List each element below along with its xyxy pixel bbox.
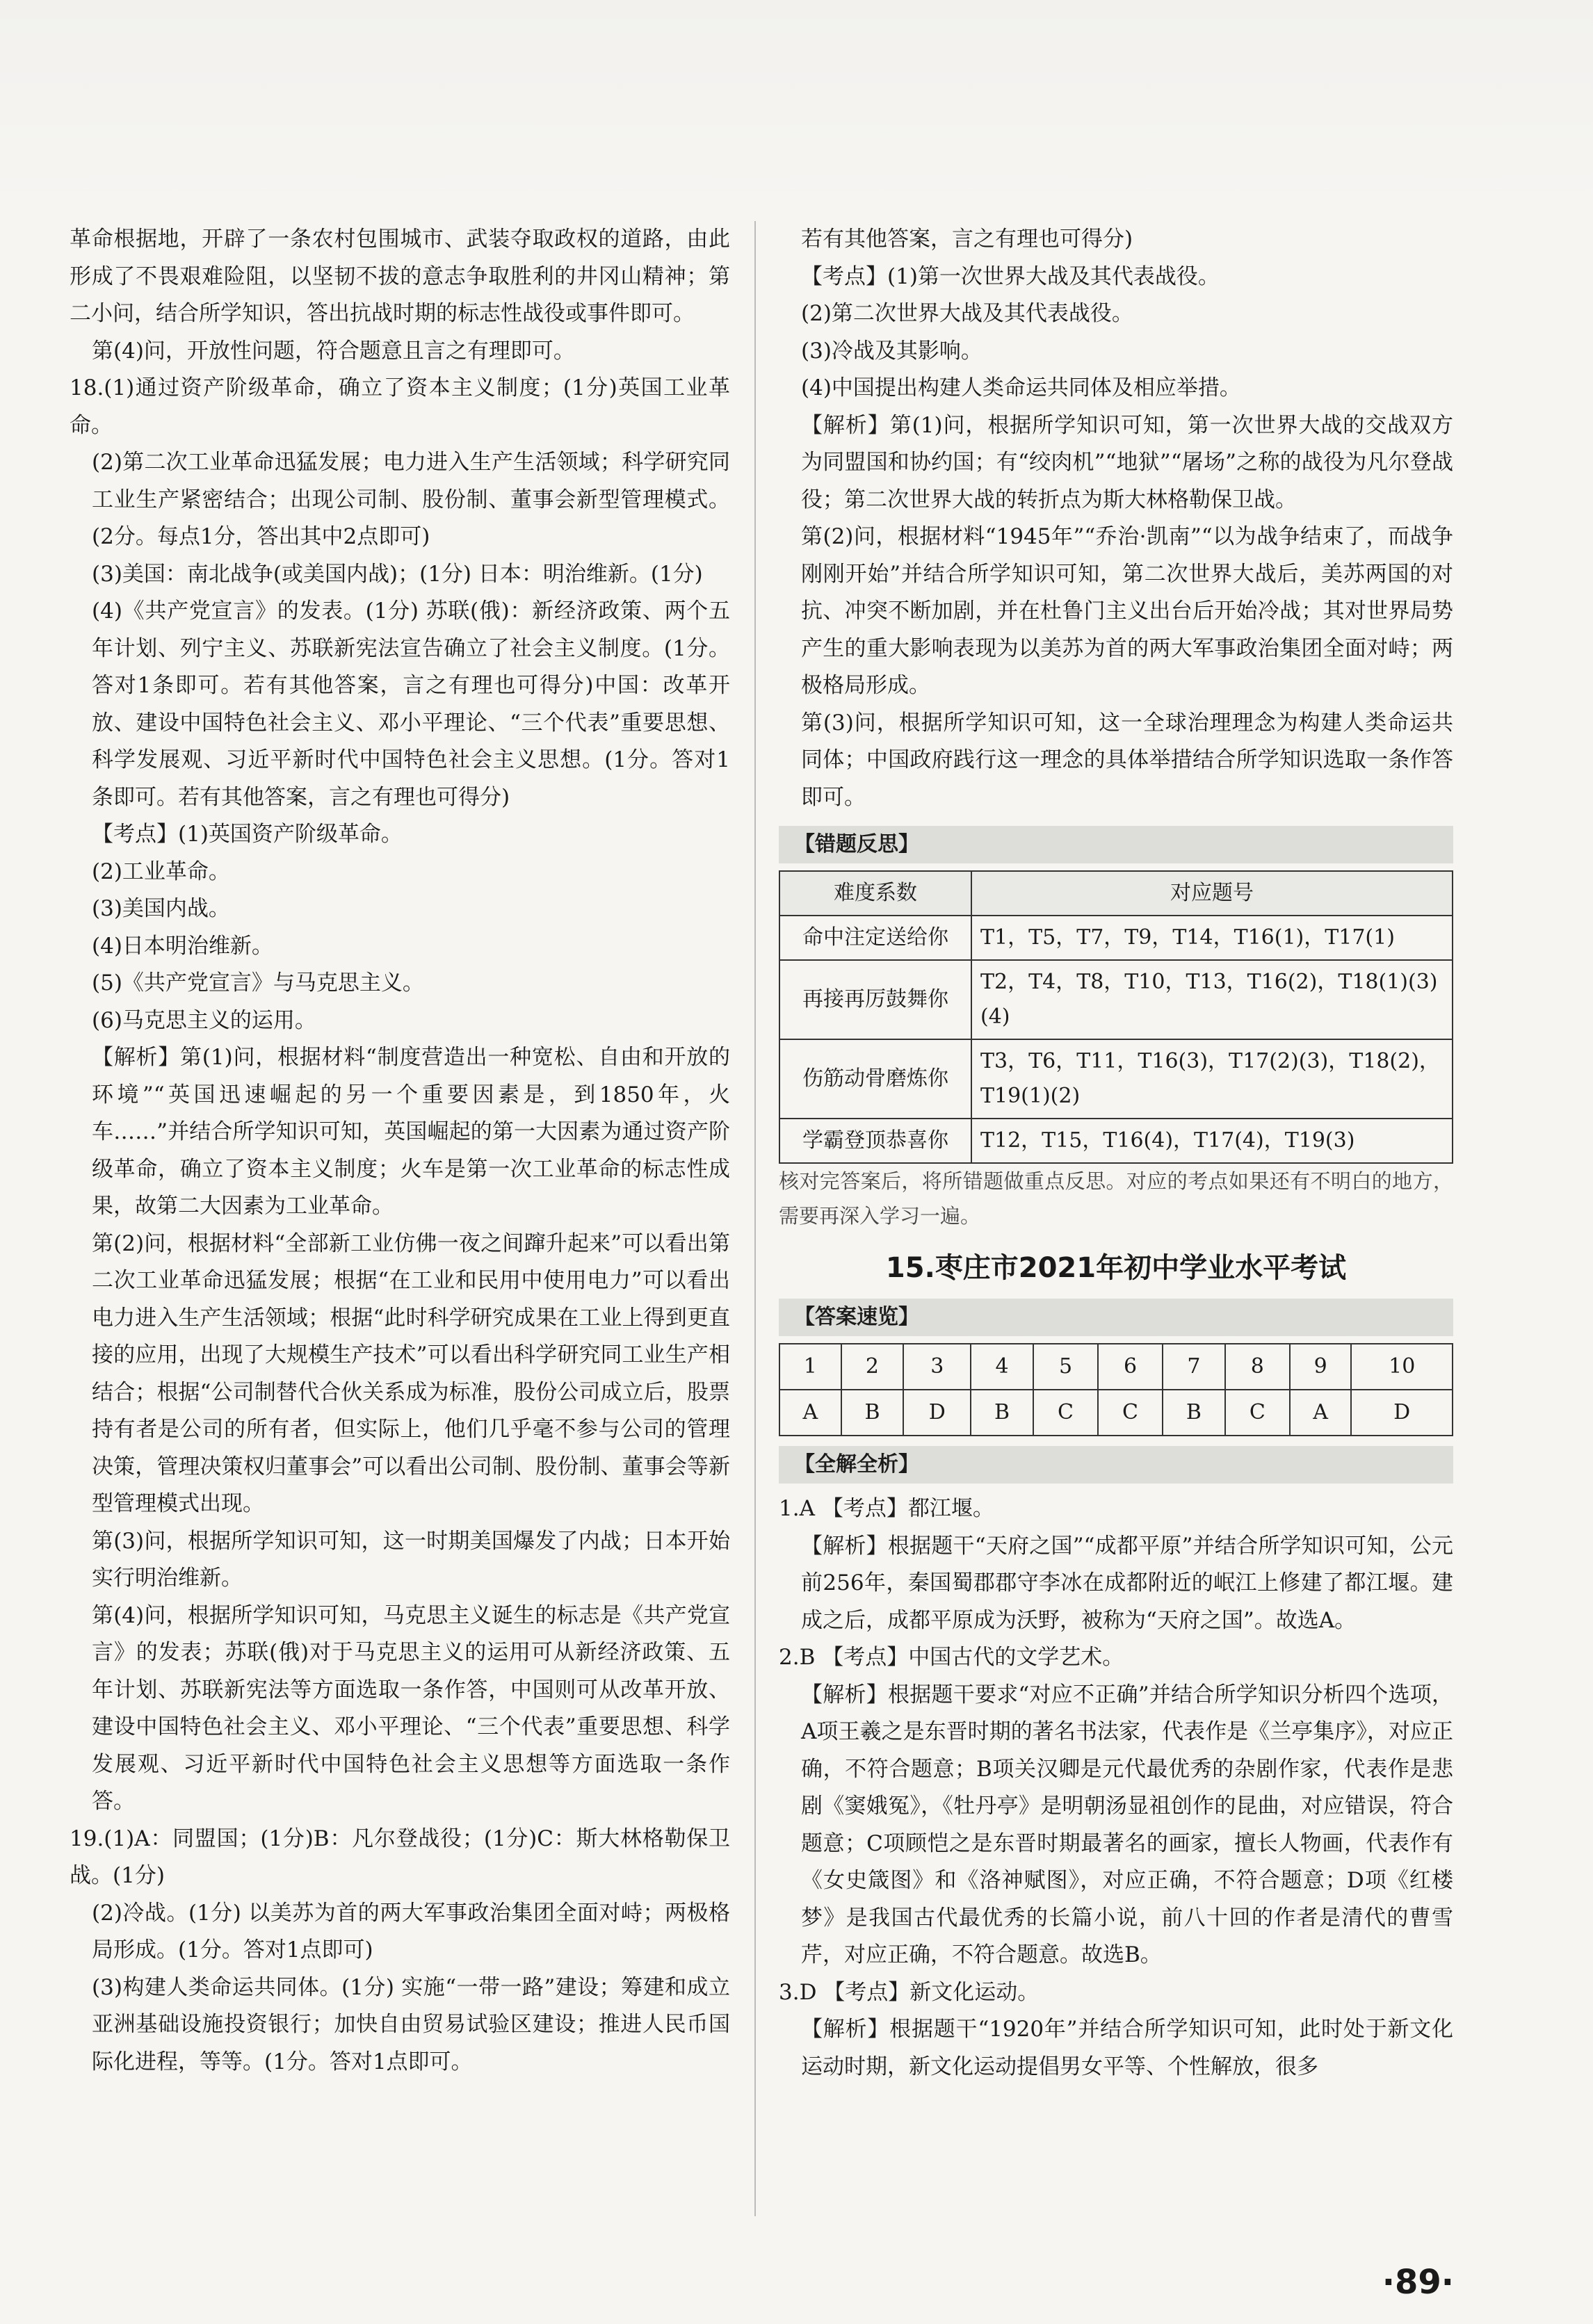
- paragraph: 第(3)问，根据所学知识可知，这一时期美国爆发了内战；日本开始实行明治维新。: [92, 1528, 730, 1591]
- answer-table: [779, 1343, 1453, 1436]
- reflection-table: [779, 870, 1453, 1164]
- table-cell: 伤筋动骨磨炼你: [779, 1039, 971, 1119]
- answer-number: 10: [1351, 1344, 1453, 1390]
- table-cell: 学霸登顶恭喜你: [779, 1119, 971, 1163]
- table-cell: T1，T5，T7，T9，T14，T16(1)，T17(1): [971, 916, 1453, 960]
- right-column: [779, 221, 1453, 2086]
- table-header-row: [779, 871, 1453, 916]
- paragraph: (4)《共产党宣言》的发表。(1分) 苏联(俄)：新经济政策、两个五年计划、列宁主义、苏联新宪法宣告确立了社会主义制度。(1分。答对1条即可。若有其他答案，言之有理也可得分)中国：改革开放、建设中国特色社会主义、邓小平理论、“三个代表”重要思想、科学发展观、习近平新时代中国特色社会主义思想。(1分。答对1条即可。若有其他答案，言之有理也可得分): [92, 599, 730, 810]
- paragraph: (6)马克思主义的运用。: [92, 1007, 316, 1033]
- answer-letter: B: [1163, 1390, 1225, 1436]
- paragraph: 18.(1)通过资产阶级革命，确立了资本主义制度；(1分)英国工业革命。: [70, 375, 730, 438]
- paragraph: (2)工业革命。: [92, 859, 230, 884]
- paragraph: 若有其他答案，言之有理也可得分): [801, 227, 1133, 252]
- answer-letter: A: [1290, 1390, 1352, 1436]
- table-header-cell: 对应题号: [971, 871, 1453, 916]
- paragraph: 【考点】(1)英国资产阶级革命。: [92, 822, 403, 847]
- answer-letter: A: [779, 1390, 841, 1436]
- answer-number: 6: [1098, 1344, 1163, 1390]
- left-column: [70, 221, 730, 2081]
- answer-letter: D: [903, 1390, 971, 1436]
- paragraph: 【考点】(1)第一次世界大战及其代表战役。: [801, 263, 1220, 289]
- paragraph: 第(3)问，根据所学知识可知，这一全球治理理念为构建人类命运共同体；中国政府践行这一理念的具体举措结合所学知识选取一条作答即可。: [801, 710, 1453, 810]
- answer-number: 1: [779, 1344, 841, 1390]
- table-row: [779, 1039, 1453, 1119]
- table-cell: 再接再厉鼓舞你: [779, 960, 971, 1039]
- paragraph: (2)冷战。(1分) 以美苏为首的两大军事政治集团全面对峙；两极格局形成。(1分。答对1点即可): [92, 1900, 730, 1963]
- answer-number: 8: [1225, 1344, 1290, 1390]
- analysis-header: 【全解全析】: [779, 1446, 1453, 1484]
- paragraph: 【解析】第(1)问，根据所学知识可知，第一次世界大战的交战双方为同盟国和协约国；有“绞肉机”“地狱”“屠场”之称的战役为凡尔登战役；第二次世界大战的转折点为斯大林格勒保卫战。: [801, 412, 1453, 512]
- answer-number: 7: [1163, 1344, 1225, 1390]
- answer-letter: C: [1098, 1390, 1163, 1436]
- table-header-cell: 难度系数: [779, 871, 971, 916]
- paragraph: (3)美国：南北战争(或美国内战)；(1分) 日本：明治维新。(1分): [92, 561, 703, 587]
- page-number: ·89·: [1382, 2263, 1454, 2302]
- answer-number-row: [779, 1344, 1453, 1390]
- column-divider: [754, 221, 756, 2216]
- answer-letter: C: [1225, 1390, 1290, 1436]
- paragraph: 第(4)问，根据所学知识可知，马克思主义诞生的标志是《共产党宣言》的发表；苏联(俄)对于马克思主义的运用可从新经济政策、五年计划、苏联新宪法等方面选取一条作答，中国则可从改革开放、建设中国特色社会主义、邓小平理论、“三个代表”重要思想、科学发展观、习近平新时代中国特色社会主义思想等方面选取一条作答。: [92, 1602, 730, 1814]
- reflection-note: 核对完答案后，将所错题做重点反思。对应的考点如果还有不明白的地方，需要再深入学习一遍。: [779, 1169, 1453, 1228]
- table-cell: 命中注定送给你: [779, 916, 971, 960]
- paragraph: (3)冷战及其影响。: [801, 338, 983, 364]
- paragraph: 2.B 【考点】中国古代的文学艺术。: [779, 1645, 1124, 1670]
- paragraph: 1.A 【考点】都江堰。: [779, 1496, 994, 1521]
- section-title: 15.枣庄市2021年初中学业水平考试: [885, 1252, 1347, 1284]
- paragraph: (4)日本明治维新。: [92, 933, 273, 959]
- paragraph: 革命根据地，开辟了一条农村包围城市、武装夺取政权的道路，由此形成了不畏艰难险阻，以坚韧不拔的意志争取胜利的井冈山精神；第二小问，结合所学知识，答出抗战时期的标志性战役或事件即可。: [70, 227, 730, 326]
- answers-header: 【答案速览】: [779, 1299, 1453, 1336]
- table-row: [779, 1119, 1453, 1163]
- paragraph: 19.(1)A：同盟国；(1分)B：凡尔登战役；(1分)C：斯大林格勒保卫战。(1分): [70, 1826, 730, 1888]
- answer-letter: C: [1033, 1390, 1098, 1436]
- paragraph: 第(2)问，根据材料“全部新工业仿佛一夜之间蹿升起来”可以看出第二次工业革命迅猛发展；根据“在工业和民用中使用电力”可以看出电力进入生产生活领域；根据“此时科学研究成果在工业上得到更直接的应用，出现了大规模生产技术”可以看出科学研究同工业生产相结合；根据“公司制替代合伙关系成为标准，股份公司成立后，股票持有者是公司的所有者，但实际上，他们几乎毫不参与公司的管理决策，管理决策权归董事会”可以看出公司制、股份制、董事会等新型管理模式出现。: [92, 1230, 730, 1516]
- answer-letter: D: [1351, 1390, 1453, 1436]
- paragraph: 第(2)问，根据材料“1945年”“乔治·凯南”“以为战争结束了，而战争刚刚开始”并结合所学知识可知，第二次世界大战后，美苏两国的对抗、冲突不断加剧，并在杜鲁门主义出台后开始冷战；其对世界局势产生的重大影响表现为以美苏为首的两大军事政治集团全面对峙；两极格局形成。: [801, 524, 1453, 698]
- answer-letter-row: [779, 1390, 1453, 1436]
- answer-letter: B: [971, 1390, 1033, 1436]
- table-cell: T3，T6，T11，T16(3)，T17(2)(3)，T18(2)，T19(1)(2): [971, 1039, 1453, 1119]
- reflection-header: 【错题反思】: [779, 826, 1453, 863]
- answer-number: 4: [971, 1344, 1033, 1390]
- table-cell: T12，T15，T16(4)，T17(4)，T19(3): [971, 1119, 1453, 1163]
- paragraph: 【解析】第(1)问，根据材料“制度营造出一种宽松、自由和开放的环境”“英国迅速崛起的另一个重要因素是，到1850年，火车……”并结合所学知识可知，英国崛起的第一大因素为通过资产阶级革命，确立了资本主义制度；火车是第一次工业革命的标志性成果，故第二大因素为工业革命。: [92, 1045, 730, 1219]
- answer-number: 5: [1033, 1344, 1098, 1390]
- paragraph: (3)构建人类命运共同体。(1分) 实施“一带一路”建设；筹建和成立亚洲基础设施投资银行；加快自由贸易试验区建设；推进人民币国际化进程，等等。(1分。答对1点即可。: [92, 1974, 730, 2074]
- paragraph: 【解析】根据题干“1920年”并结合所学知识可知，此时处于新文化运动时期，新文化运动提倡男女平等、个性解放，很多: [801, 2017, 1453, 2079]
- answer-number: 9: [1290, 1344, 1352, 1390]
- table-row: [779, 916, 1453, 960]
- paragraph: (5)《共产党宣言》与马克思主义。: [92, 970, 424, 996]
- table-row: [779, 960, 1453, 1039]
- paragraph: 【解析】根据题干“天府之国”“成都平原”并结合所学知识可知，公元前256年，秦国蜀郡郡守李冰在成都附近的岷江上修建了都江堰。建成之后，成都平原成为沃野，被称为“天府之国”。故选A。: [801, 1533, 1453, 1633]
- paragraph: (3)美国内战。: [92, 896, 230, 921]
- table-cell: T2，T4，T8，T10，T13，T16(2)，T18(1)(3)(4): [971, 960, 1453, 1039]
- paragraph: (2)第二次世界大战及其代表战役。: [801, 301, 1133, 326]
- paragraph: (4)中国提出构建人类命运共同体及相应举措。: [801, 375, 1241, 400]
- answer-number: 3: [903, 1344, 971, 1390]
- answer-letter: B: [841, 1390, 904, 1436]
- paragraph: 3.D 【考点】新文化运动。: [779, 1979, 1040, 2005]
- page-top-margin: [0, 0, 1593, 209]
- paragraph: (2)第二次工业革命迅猛发展；电力进入生产生活领域；科学研究同工业生产紧密结合；出现公司制、股份制、董事会新型管理模式。(2分。每点1分，答出其中2点即可): [92, 450, 730, 549]
- answer-number: 2: [841, 1344, 904, 1390]
- paragraph: 【解析】根据题干要求“对应不正确”并结合所学知识分析四个选项，A项王羲之是东晋时期的著名书法家，代表作是《兰亭集序》，对应正确，不符合题意；B项关汉卿是元代最优秀的杂剧作家，代表作是悲剧《窦娥冤》，《牡丹亭》是明朝汤显祖创作的昆曲，对应错误，符合题意；C项顾恺之是东晋时期最著名的画家，擅长人物画，代表作有《女史箴图》和《洛神赋图》，对应正确，不符合题意；D项《红楼梦》是我国古代最优秀的长篇小说，前八十回的作者是清代的曹雪芹，对应正确，不符合题意。故选B。: [801, 1682, 1453, 1967]
- paragraph: 第(4)问，开放性问题，符合题意且言之有理即可。: [92, 338, 575, 364]
